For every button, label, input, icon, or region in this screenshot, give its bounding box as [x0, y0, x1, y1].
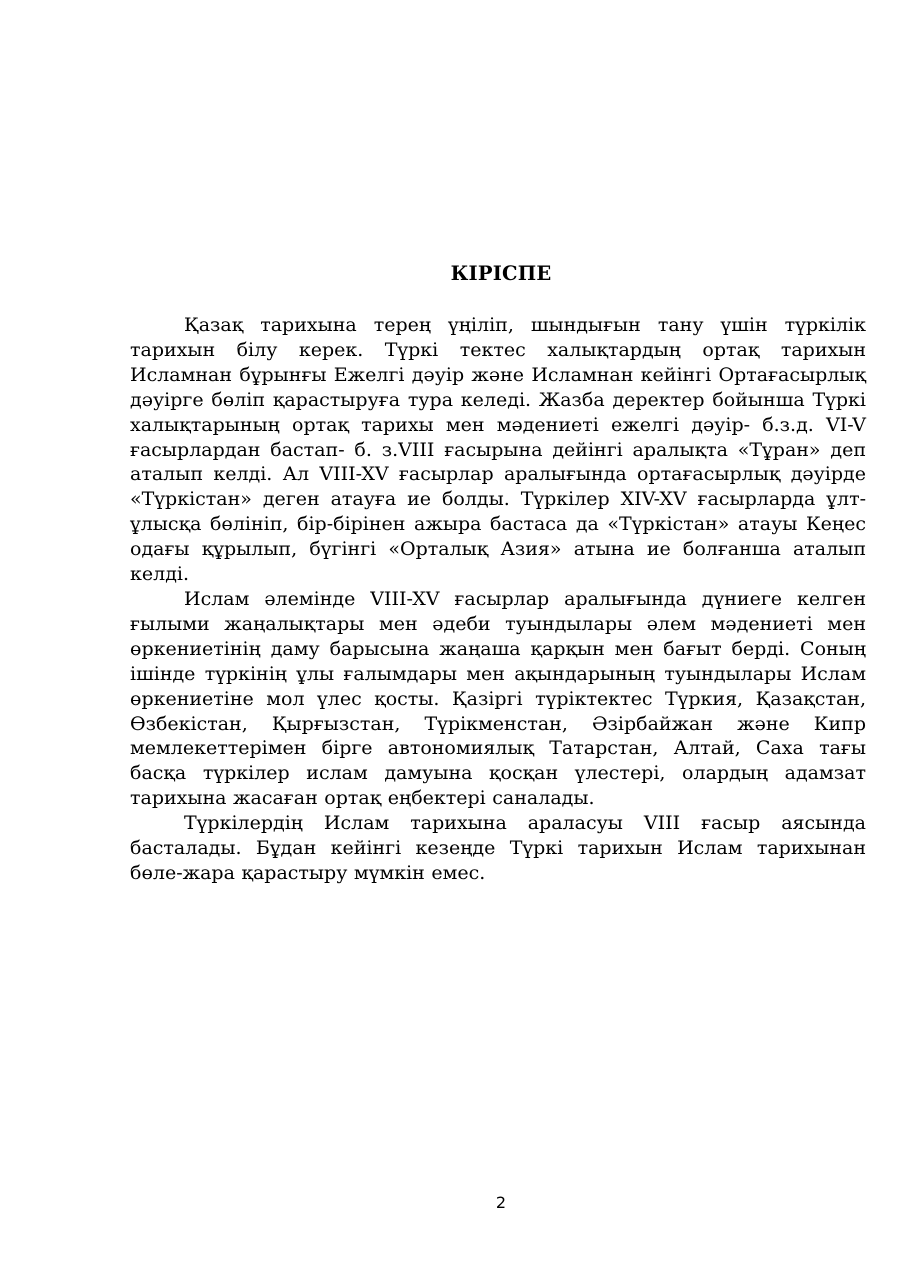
document-body [130, 313, 866, 886]
page-title: КІРІСПЕ [450, 262, 552, 285]
paragraph-1: Қазақ тарихына терең үңіліп, шындығын тану үшін түркілік тарихын білу керек. Түркі тектес халықтардың ортақ тарихын Исламнан бұрынғы Ежелгі дәуір және Исламнан кейінгі Ортағасырлық дәуірге бөліп қарастыруға тура келеді. Жазба деректер бойынша Түркі халықтарының ортақ тарихы мен мәдениеті ежелгі дәуір- б.з.д. VI-V ғасырлардан бастап- б. з.VIII ғасырына дейінгі аралықта «Тұран» деп аталып келді. Ал VIII-XV ғасырлар аралығында ортағасырлық дәуірде «Түркістан» деген атауға ие болды. Түркілер XIV-XV ғасырларда ұлт-ұлысқа бөлініп, бір-бірінен ажыра бастаса да «Түркістан» атауы Кеңес одағы құрылып, бүгінгі «Орталық Азия» атына ие болғанша аталып келді. [130, 314, 866, 586]
paragraph-2: Ислам әлемінде VIII-XV ғасырлар аралығында дүниеге келген ғылыми жаңалықтары мен әдеби туындылары әлем мәдениеті мен өркениетінің даму барысына жаңаша қарқын мен бағыт берді. Соның ішінде түркінің ұлы ғалымдары мен ақындарының туындылары Ислам өркениетіне мол үлес қосты. Қазіргі түріктектес Түркия, Қазақстан, Өзбекістан, Қырғызстан, Түрікменстан, Әзірбайжан және Кипр мемлекеттерімен бірге автономиялық Татарстан, Алтай, Саха тағы басқа түркілер ислам дамуына қосқан үлестері, олардың адамзат тарихына жасаған ортақ еңбектері саналады. [130, 587, 866, 810]
page-number: 2 [495, 1193, 507, 1212]
paragraph-3: Түркілердің Ислам тарихына араласуы VIII ғасыр аясында басталады. Бұдан кейінгі кезеңде Түркі тарихын Ислам тарихынан бөле-жара қарастыру мүмкін емес. [130, 812, 866, 884]
